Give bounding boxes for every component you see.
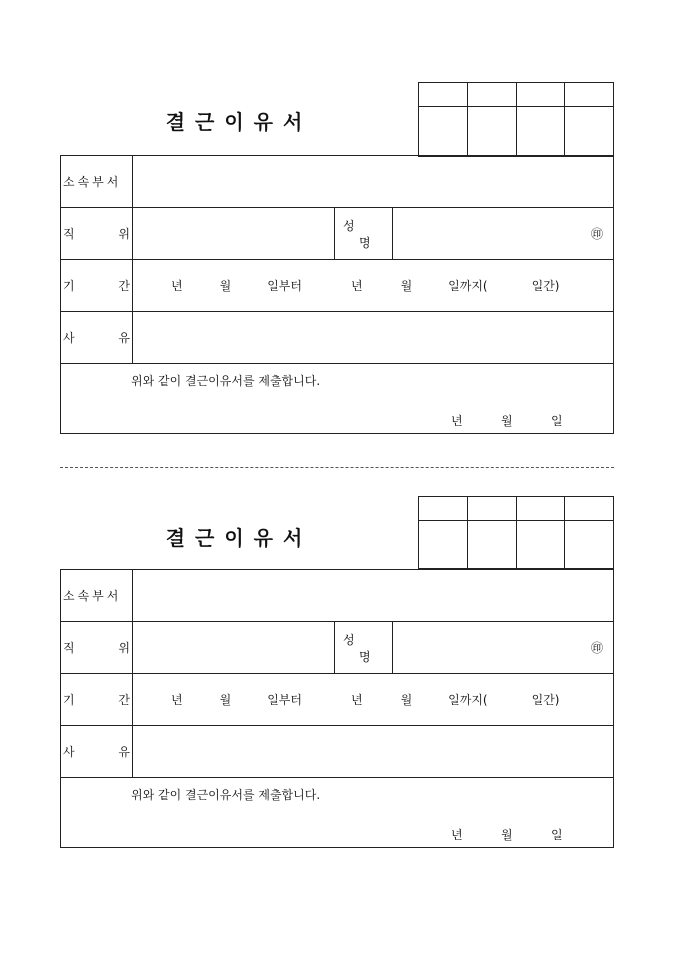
date-day: 일 (551, 828, 563, 842)
name-field[interactable] (393, 208, 614, 260)
declaration-area (61, 364, 614, 434)
approval-sign-cell[interactable] (467, 107, 516, 157)
period-label-char: 기 (63, 693, 75, 707)
absence-form-2 (60, 496, 614, 848)
name-label (335, 208, 393, 260)
reason-field[interactable] (133, 726, 614, 778)
reason-field[interactable] (133, 312, 614, 364)
period-label-char: 간 (118, 693, 130, 707)
period-label-char: 기 (63, 279, 75, 293)
approval-header-cell (565, 497, 614, 521)
approval-header-cell (467, 497, 516, 521)
approval-header-cell (516, 497, 565, 521)
period-from: 일부터 (267, 279, 302, 293)
name-label-char: 명 (359, 649, 371, 664)
approval-sign-cell[interactable] (419, 521, 468, 569)
period-label (61, 260, 133, 312)
absence-form-1 (60, 82, 614, 434)
seal-mark: ㊞ (590, 227, 603, 241)
period-from: 일부터 (267, 693, 302, 707)
approval-header-cell (467, 83, 516, 107)
approval-header-cell (419, 83, 468, 107)
department-label: 소속부서 (61, 570, 133, 622)
form-title: 결근이유서 (165, 526, 313, 550)
position-label (61, 622, 133, 674)
date-day: 일 (551, 414, 563, 428)
period-field[interactable] (133, 260, 614, 312)
name-label-char: 성 (343, 632, 355, 647)
period-month-2: 월 (400, 693, 413, 707)
period-month: 월 (219, 693, 232, 707)
form-table (60, 155, 614, 434)
period-month-2: 월 (400, 279, 413, 293)
date-year: 년 (451, 414, 463, 428)
department-label: 소속부서 (61, 156, 133, 208)
reason-label (61, 726, 133, 778)
period-days: 일간) (531, 279, 560, 293)
period-label-char: 간 (118, 279, 130, 293)
reason-label-char: 사 (63, 331, 75, 345)
period-year-2: 년 (350, 279, 363, 293)
period-label (61, 674, 133, 726)
approval-header-cell (419, 497, 468, 521)
period-days: 일간) (531, 693, 560, 707)
period-field[interactable] (133, 674, 614, 726)
form-title: 결근이유서 (165, 110, 313, 134)
position-label-char: 직 (63, 641, 75, 655)
approval-header-cell (516, 83, 565, 107)
date-year: 년 (451, 828, 463, 842)
position-label-char: 위 (118, 641, 130, 655)
approval-sign-cell[interactable] (516, 107, 565, 157)
seal-mark: ㊞ (590, 641, 603, 655)
position-label-char: 직 (63, 227, 75, 241)
name-label-char: 성 (343, 218, 355, 233)
reason-label-char: 사 (63, 745, 75, 759)
reason-label-char: 유 (118, 331, 130, 345)
name-label (335, 622, 393, 674)
declaration-text: 위와 같이 결근이유서를 제출합니다. (131, 374, 321, 388)
approval-sign-cell[interactable] (467, 521, 516, 569)
form-header (60, 496, 614, 570)
period-until: 일까지( (448, 693, 488, 707)
approval-box (418, 82, 614, 157)
period-year: 년 (171, 693, 183, 707)
form-header (60, 82, 614, 156)
approval-box (418, 496, 614, 569)
name-field[interactable] (393, 622, 614, 674)
position-label (61, 208, 133, 260)
approval-header-cell (565, 83, 614, 107)
approval-sign-cell[interactable] (419, 107, 468, 157)
position-label-char: 위 (118, 227, 130, 241)
department-field[interactable] (133, 570, 614, 622)
declaration-text: 위와 같이 결근이유서를 제출합니다. (131, 788, 321, 802)
period-year-2: 년 (350, 693, 363, 707)
approval-sign-cell[interactable] (516, 521, 565, 569)
form-table (60, 569, 614, 848)
position-field[interactable] (133, 208, 335, 260)
approval-sign-cell[interactable] (565, 107, 614, 157)
name-label-char: 명 (359, 235, 371, 250)
position-field[interactable] (133, 622, 335, 674)
reason-label (61, 312, 133, 364)
period-month: 월 (219, 279, 232, 293)
date-month: 월 (501, 828, 513, 842)
department-field[interactable] (133, 156, 614, 208)
period-year: 년 (171, 279, 183, 293)
reason-label-char: 유 (118, 745, 130, 759)
approval-sign-cell[interactable] (565, 521, 614, 569)
cut-line (60, 467, 614, 468)
declaration-area (61, 778, 614, 848)
date-month: 월 (501, 414, 513, 428)
period-until: 일까지( (448, 279, 488, 293)
